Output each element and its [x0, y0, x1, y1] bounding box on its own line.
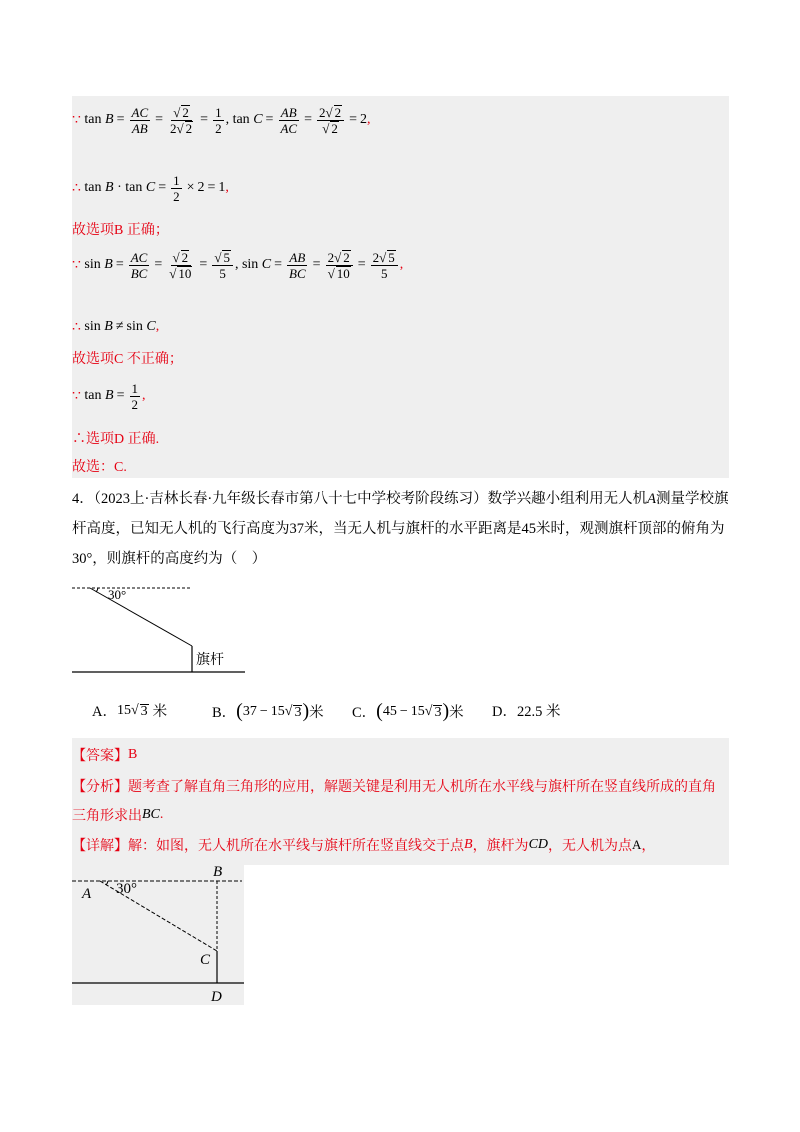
- solution-line-2: ∴ tan B · tan C = $\frac{1}{2}$ × 2 = 1 ,: [72, 172, 229, 204]
- option-d[interactable]: D． 22.5 米: [492, 704, 561, 720]
- solution-line-9: 故选：C.: [72, 460, 127, 475]
- point-d-label: D: [211, 989, 222, 1005]
- because-symbol: ∵: [72, 112, 81, 128]
- solution-line-4: ∵ sin B = $\frac{AC}{BC}$ = $\frac{√ 2}{√ 10}$ = $\frac{√ 5}{5}$ , sin C = $\frac{AB}{BC}$ = $\frac{2√ 2}{√ 10}$ = $\frac{2√ 5}{5}$ ,: [72, 249, 404, 281]
- option-c[interactable]: C． ( 45 − 15 √ 3 ) 米: [352, 700, 464, 722]
- answer-tag: 【答案】: [72, 749, 128, 764]
- angle-arc: [96, 588, 98, 592]
- point-c-label: C: [200, 952, 211, 968]
- angle-label: 30°: [108, 587, 127, 602]
- analysis-line-1: 【分析】 题考查了解直角三角形的应用，解题关键是利用无人机所在水平线与旗杆所在竖直线所成的直角: [72, 775, 716, 797]
- tan-b-formula: tan B = $\frac{1}{2}$: [80, 380, 138, 412]
- tan-formula: tan B = $\frac{AC}{AB}$ = $\frac{√ 2}{2√ 2}$ = $\frac{1}{2}$ , tan C = $\frac{AB}{AC}$ = $\frac{2√ 2}{√ 2}$ = 2: [80, 104, 368, 136]
- option-b[interactable]: B． ( 37 − 15 √ 3 ) 米: [212, 700, 324, 722]
- angle-arc: [106, 881, 108, 885]
- solution-line-5: ∴ sin B ≠ sin C ,: [72, 319, 160, 335]
- question-4-text: [72, 484, 732, 574]
- point-a-label: A: [82, 886, 92, 902]
- answer-figure: [72, 865, 244, 1005]
- solution-line-7: ∵ tan B = $\frac{1}{2}$ ,: [72, 380, 146, 412]
- question-4-line-2: 杆高度，已知无人机的飞行高度为37米，当无人机与旗杆的水平距离是45米时，观测旗杆顶部的俯角为: [72, 521, 725, 537]
- solution-line-6: 故选项C 不正确；: [72, 352, 183, 367]
- solution-background: [72, 96, 729, 478]
- question-4-line-1: 4．（2023上·吉林长春·九年级长春市第八十七中学校考阶段练习）数学兴趣小组利用无人机A测量学校旗: [72, 491, 729, 507]
- answer-line: [72, 744, 137, 766]
- angle-label: 30°: [116, 881, 137, 897]
- detail-line: 【详解】 解：如图，无人机所在水平线与旗杆所在竖直线交于点 B ，旗杆为 CD ，无人机为点 A ，: [72, 837, 656, 854]
- analysis-tag: 【分析】: [72, 780, 128, 795]
- solution-line-1: ∵ tan B = $\frac{AC}{AB}$ = $\frac{√ 2}{2√ 2}$ = $\frac{1}{2}$ , tan C = $\frac{AB}{AC}$ = $\frac{2√ 2}{√ 2}$ = 2 ,: [72, 104, 371, 136]
- sin-formula: sin B = $\frac{AC}{BC}$ = $\frac{√ 2}{√ 10}$ = $\frac{√ 5}{5}$ , sin C = $\frac{AB}{BC}$ = $\frac{2√ 2}{√ 10}$ = $\frac{2√ 5}{5}$: [81, 250, 400, 281]
- therefore-symbol: ∴: [72, 180, 81, 196]
- analysis-line-2: 三角形求出 BC .: [72, 807, 164, 824]
- detail-tag: 【详解】: [72, 839, 128, 854]
- question-4-figure: [70, 582, 260, 682]
- sight-line: [90, 588, 192, 646]
- question-4-line-3: 30°，则旗杆的高度约为（ ）: [72, 551, 267, 567]
- solution-line-3: 故选项B 正确；: [72, 223, 169, 238]
- flagpole-label: 旗杆: [196, 653, 224, 668]
- tan-product-formula: tan B · tan C = $\frac{1}{2}$ × 2 = 1: [80, 172, 226, 204]
- option-a[interactable]: A． 15 √ 3 米: [92, 702, 168, 720]
- sin-not-equal-formula: sin B ≠ sin C: [80, 319, 156, 334]
- point-b-label: B: [213, 865, 223, 880]
- answer-value: B: [128, 747, 138, 762]
- solution-line-8: ∴选项D 正确.: [72, 432, 160, 447]
